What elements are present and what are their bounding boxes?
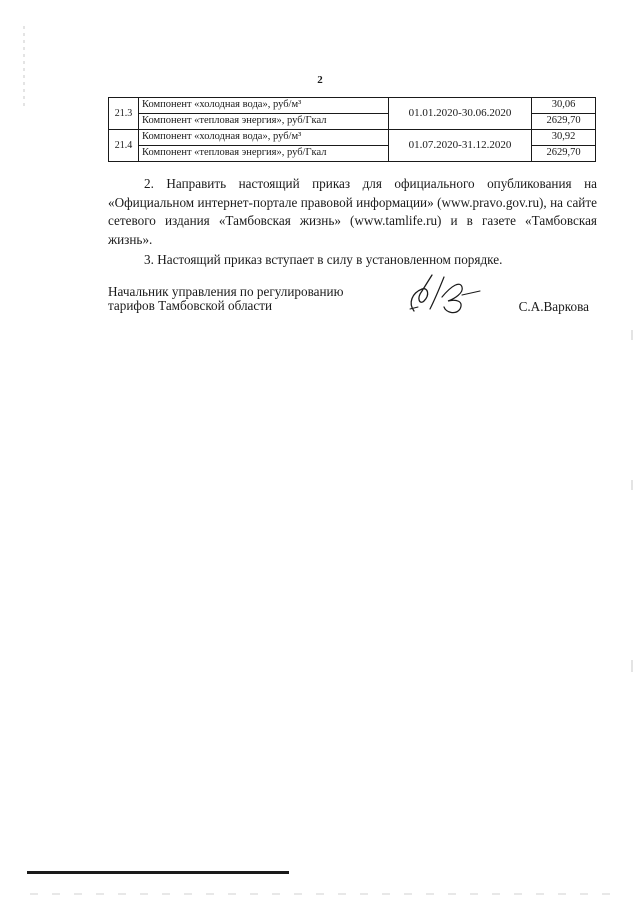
value-cell: 2629,70 <box>532 146 596 162</box>
signatory-title-line: Начальник управления по регулированию <box>108 284 344 299</box>
footer-rule <box>27 871 289 874</box>
signatory-title-line: тарифов Тамбовской области <box>108 298 273 313</box>
tariff-table <box>108 97 596 162</box>
value-cell: 30,92 <box>532 130 596 146</box>
page-number: 2 <box>317 74 323 86</box>
table-row <box>109 130 596 146</box>
paragraph-publication: 2. Направить настоящий приказ для официального опубликования на «Официальном интернет-портале правовой информации» (www.pravo.gov.ru), на сайте сетевого издания «Тамбовская жизнь» (www.tamlife.ru) и в газете «Тамбовская жизнь». <box>108 176 597 247</box>
period-cell: 01.01.2020-30.06.2020 <box>389 98 532 130</box>
value-cell: 2629,70 <box>532 114 596 130</box>
component-label: Компонент «тепловая энергия», руб/Гкал <box>139 114 389 130</box>
row-number: 21.4 <box>109 130 139 162</box>
signatory-name: С.А.Варкова <box>518 299 589 314</box>
row-number: 21.3 <box>109 98 139 130</box>
table-row <box>109 98 596 114</box>
signature-block <box>108 285 597 325</box>
value-cell: 30,06 <box>532 98 596 114</box>
component-label: Компонент «тепловая энергия», руб/Гкал <box>139 146 389 162</box>
signatory-title <box>108 285 343 313</box>
order-body <box>108 175 597 270</box>
paragraph-effect: 3. Настоящий приказ вступает в силу в установленном порядке. <box>144 252 503 267</box>
component-label: Компонент «холодная вода», руб/м³ <box>139 130 389 146</box>
period-cell: 01.07.2020-31.12.2020 <box>389 130 532 162</box>
handwritten-signature <box>400 269 492 317</box>
component-label: Компонент «холодная вода», руб/м³ <box>139 98 389 114</box>
scan-artifact-right <box>630 330 634 730</box>
scan-artifact-left <box>23 26 25 110</box>
scan-artifact-bottom <box>30 892 620 896</box>
